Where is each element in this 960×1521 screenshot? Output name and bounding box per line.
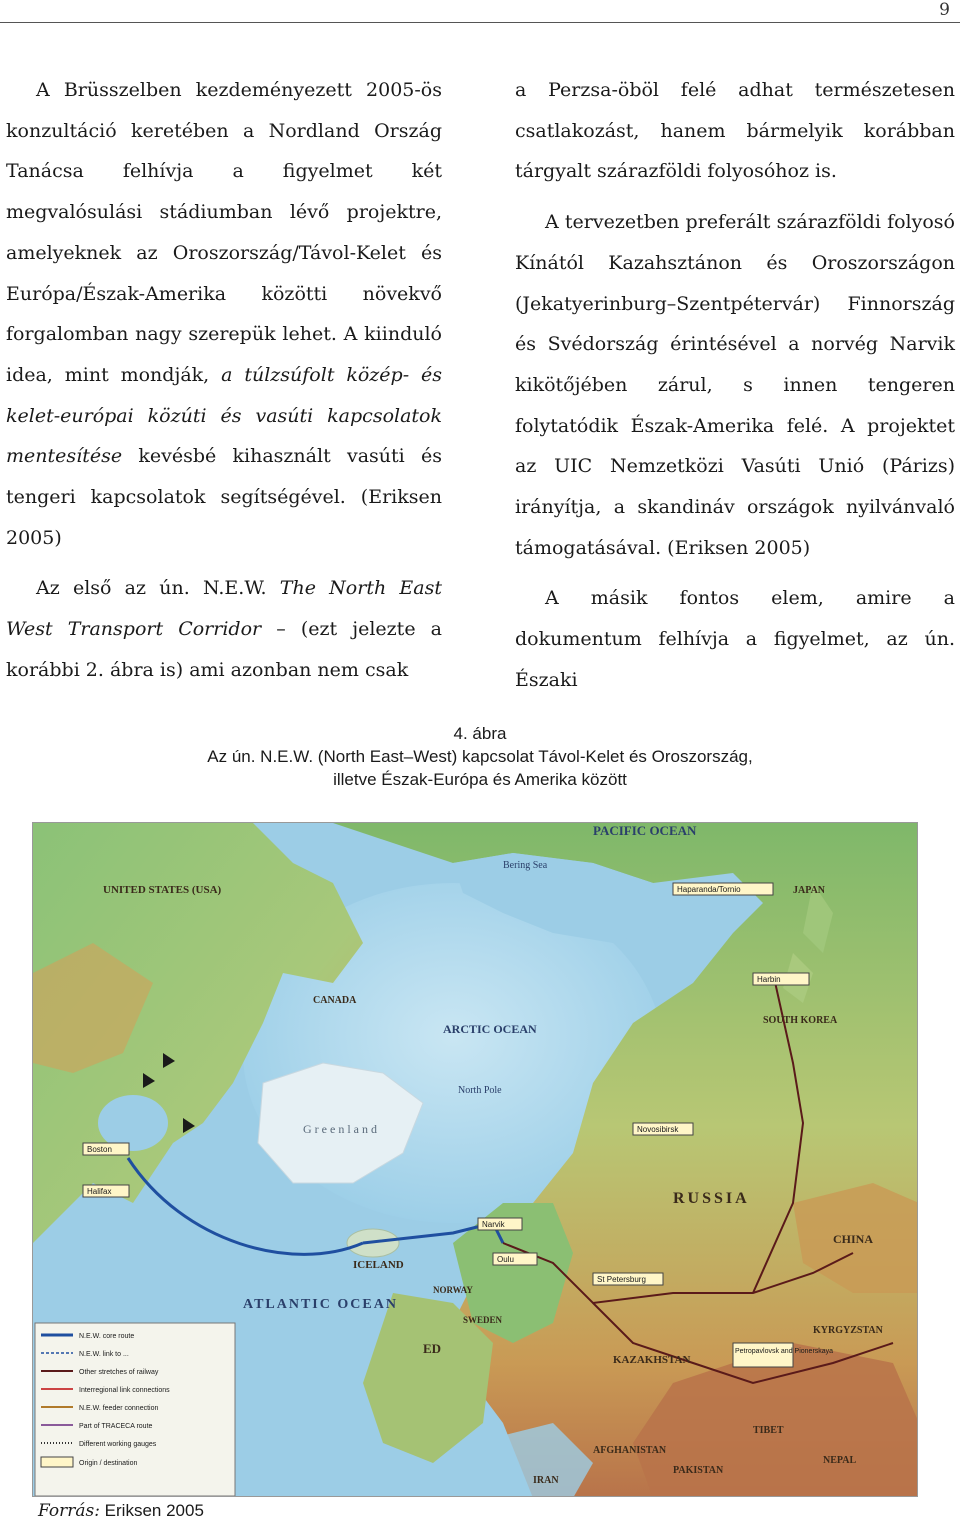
label-iceland: ICELAND — [353, 1259, 404, 1271]
source-label: Forrás: — [38, 1501, 100, 1521]
city-label-harbin: Harbin — [757, 975, 781, 984]
right-paragraph-2: A tervezetben preferált szárazföldi folyosó Kínától Kazahsztánon és Oroszországon (Jekatyerinburg–Szentpétervár) Finnország és Svédország érintésével a norvég Narvik kikötőjében zárul, s innen tengeren folytatódik Észak-Amerika felé. A projektet az UIC Nemzetközi Vasúti Unió (Párizs) irányítja, a skandináv országok nyilvánvaló támogatásával. (Eriksen 2005) — [515, 211, 955, 559]
label-kazakhstan: KAZAKHSTAN — [613, 1354, 691, 1366]
label-bering-sea: Bering Sea — [503, 860, 548, 871]
city-label-halifax: Halifax — [87, 1187, 112, 1196]
label-nepal: NEPAL — [823, 1455, 857, 1466]
legend-item-4: Interregional link connections — [79, 1387, 170, 1394]
figure-caption-line-2: illetve Észak-Európa és Amerika között — [333, 770, 627, 789]
label-atlantic-ocean: ATLANTIC OCEAN — [243, 1297, 398, 1312]
legend-item-8: Origin / destination — [79, 1460, 138, 1467]
figure-number: 4. ábra — [453, 724, 507, 743]
label-south-korea: SOUTH KOREA — [763, 1015, 838, 1026]
left-column — [6, 70, 442, 701]
legend-item-1: N.E.W. core route — [79, 1333, 135, 1340]
right-column — [515, 70, 955, 711]
legend-item-3: Other stretches of railway — [79, 1369, 159, 1376]
left-p2-text-a: Az első az ún. N.E.W. — [36, 577, 280, 600]
figure-caption — [0, 722, 960, 791]
left-paragraph-1 — [6, 70, 442, 558]
source-value: Eriksen 2005 — [99, 1501, 204, 1520]
legend-swatch-8 — [41, 1457, 73, 1467]
label-arctic-ocean: ARCTIC OCEAN — [443, 1022, 537, 1036]
city-label-haparanda: Haparanda/Tornio — [677, 885, 741, 894]
city-label-boston: Boston — [87, 1145, 112, 1154]
city-label-novosibirsk: Novosibirsk — [637, 1125, 679, 1134]
label-greenland: Greenland — [303, 1122, 380, 1136]
label-japan: JAPAN — [793, 885, 826, 896]
legend-item-6: Part of TRACECA route — [79, 1423, 153, 1430]
label-ed: ED — [423, 1341, 442, 1356]
label-pacific-ocean: PACIFIC OCEAN — [593, 823, 697, 838]
left-p2-text-b: – (ezt jelezte a korábbi 2. ábra is) ami azonban nem csak — [6, 618, 442, 681]
city-box-petropavlovsk — [733, 1343, 793, 1367]
label-russia: RUSSIA — [673, 1190, 750, 1207]
label-pakistan: PAKISTAN — [673, 1465, 724, 1476]
figure-caption-line-1: Az ún. N.E.W. (North East–West) kapcsolat Távol-Kelet és Oroszország, — [207, 747, 753, 766]
label-iran: IRAN — [533, 1475, 559, 1486]
left-p1-text-a: A Brüsszelben kezdeményezett 2005-ös konzultáció keretében a Nordland Ország Tanácsa felhívja a figyelmet két megvalósulási stádiumban lévő projektre, amelyeknek az Oroszország/Távol-Kelet és Európa/Észak-Amerika közötti növekvő forgalomban nagy szerepük lehet. A kiinduló idea, mint mondják, — [6, 79, 442, 386]
page-number: 9 — [939, 0, 950, 20]
label-north-pole: North Pole — [458, 1085, 502, 1096]
left-p2-italic: The North East West Transport Corridor — [6, 577, 442, 641]
label-usa: UNITED STATES (USA) — [103, 884, 222, 896]
legend-item-5: N.E.W. feeder connection — [79, 1405, 159, 1412]
label-norway: NORWAY — [433, 1285, 473, 1295]
city-label-stpetersburg: St Petersburg — [597, 1275, 646, 1284]
map-legend — [35, 1323, 235, 1496]
left-paragraph-2 — [6, 568, 442, 690]
right-paragraph-1: a Perzsa-öböl felé adhat természetesen csatlakozást, hanem bármelyik korábban tárgyalt szárazföldi folyosóhoz is. — [515, 79, 955, 183]
label-china: CHINA — [833, 1232, 874, 1246]
map-image — [33, 823, 918, 1497]
header-rule — [0, 22, 960, 23]
city-label-oulu: Oulu — [497, 1255, 514, 1264]
label-canada: CANADA — [313, 995, 357, 1006]
legend-item-7: Different working gauges — [79, 1441, 157, 1448]
city-label-petropavlovsk: Petropavlovsk and Pionerskaya — [735, 1348, 834, 1355]
label-tibet: TIBET — [753, 1425, 784, 1436]
right-paragraph-3: A másik fontos elem, amire a dokumentum felhívja a figyelmet, az ún. Északi — [515, 587, 955, 691]
label-kyrgyzstan: KYRGYZSTAN — [813, 1325, 883, 1336]
left-p1-italic: a túlzsúfolt közép- és kelet-európai közúti és vasúti kapcsolatok mentesítése — [6, 363, 443, 468]
left-p1-text-b: kevésbé kihasznált vasúti és tengeri kapcsolatok segítségével. (Eriksen 2005) — [6, 445, 442, 549]
city-label-narvik: Narvik — [482, 1220, 505, 1229]
label-afghanistan: AFGHANISTAN — [593, 1445, 667, 1456]
figure-source — [38, 1500, 204, 1521]
map-figure — [32, 822, 918, 1497]
legend-item-2: N.E.W. link to ... — [79, 1351, 129, 1358]
label-sweden: SWEDEN — [463, 1315, 503, 1325]
